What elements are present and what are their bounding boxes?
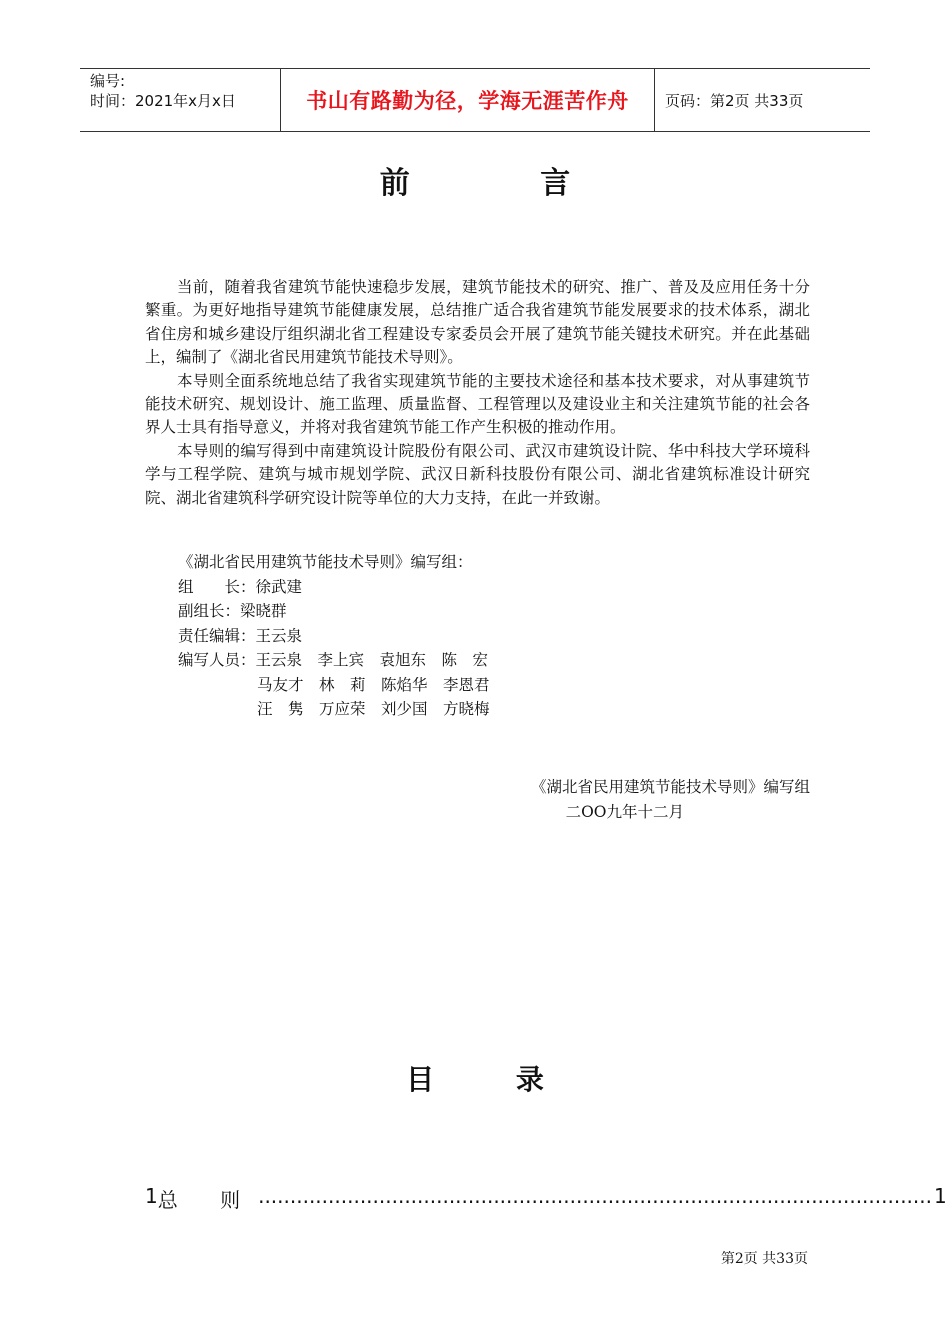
toc-entry-page: 1 xyxy=(933,1184,947,1208)
deputy-name: 梁晓群 xyxy=(240,602,287,620)
paragraph: 本导则的编写得到中南建筑设计院股份有限公司、武汉市建筑设计院、华中科技大学环境科学与工程学院、建筑与城市规划学院、武汉日新科技股份有限公司、湖北省建筑标准设计研究院、湖北省建筑科学研究设计院等单位的大力支持，在此一并致谢。 xyxy=(145,441,810,507)
preface-title: 前 言 xyxy=(379,166,631,201)
writer-name: 李上宾 xyxy=(317,651,365,669)
paragraph: 当前，随着我省建筑节能快速稳步发展，建筑节能技术的研究、推广、普及及应用任务十分繁重。为更好地指导建筑节能健康发展，总结推广适合我省建筑节能发展要求的技术体系，湖北省住房和城乡建设厅组织湖北省工程建设专家委员会开展了建筑节能关键技术研究。并在此基础上，编制了《湖北省民用建筑节能技术导则》。 xyxy=(145,278,810,367)
header-table xyxy=(80,68,870,132)
team-deputy-row xyxy=(178,599,505,624)
team-editor-row xyxy=(178,624,505,649)
footer-page-info: 第2页 共33页 xyxy=(720,1251,808,1267)
time-label: 时间：2021年x月x日 xyxy=(90,92,236,110)
writing-team xyxy=(178,550,505,722)
signature-date: 二OO九年十二月 xyxy=(565,802,684,821)
toc-title: 目 录 xyxy=(406,1063,580,1096)
editor-label: 责任编辑： xyxy=(178,626,256,645)
signature-block xyxy=(0,775,810,824)
number-label: 编号: xyxy=(90,72,126,90)
toc-entry[interactable] xyxy=(145,1184,947,1213)
preface-body xyxy=(145,276,810,510)
toc-entry-title: 总 则 xyxy=(157,1188,259,1212)
motto: 书山有路勤为径，学海无涯苦作舟 xyxy=(281,69,655,131)
paragraph: 本导则全面系统地总结了我省实现建筑节能的主要技术途径和基本技术要求，对从事建筑节能技术研究、规划设计、施工监理、质量监督、工程管理以及建设业主和关注建筑节能的社会各界人士具有指导意义，并将对我省建筑节能工作产生积极的推动作用。 xyxy=(145,371,810,437)
header-page-info: 页码：第2页 共33页 xyxy=(665,91,804,110)
deputy-label: 副组长： xyxy=(178,602,241,620)
signature-group: 《湖北省民用建筑节能技术导则》编写组 xyxy=(530,778,810,796)
team-writers-row xyxy=(178,697,505,722)
writer-name: 刘少国 xyxy=(381,700,428,718)
writer-name: 陈焰华 xyxy=(381,675,428,694)
header-left-cell xyxy=(80,69,281,131)
toc-entry-leader: .......................................................................................................... xyxy=(258,1184,932,1208)
leader-name: 徐武建 xyxy=(255,577,303,596)
writer-name: 陈 宏 xyxy=(441,651,489,669)
writer-name: 袁旭东 xyxy=(379,651,427,669)
editor-name: 王云泉 xyxy=(255,626,303,645)
writer-name: 王云泉 xyxy=(255,651,303,669)
toc-entry-number: 1 xyxy=(145,1184,158,1208)
writers-label: 编写人员： xyxy=(178,651,256,669)
writer-name: 万应荣 xyxy=(319,700,366,718)
writer-name: 马友才 xyxy=(257,675,304,694)
writer-name: 李恩君 xyxy=(443,675,490,694)
writer-name: 汪 隽 xyxy=(257,700,304,718)
team-writers-row xyxy=(178,673,505,698)
writer-name: 林 莉 xyxy=(319,675,366,694)
writer-name: 方晓梅 xyxy=(443,700,490,718)
team-writers-row xyxy=(178,648,505,673)
team-leader-row xyxy=(178,575,505,600)
team-heading: 《湖北省民用建筑节能技术导则》编写组： xyxy=(178,553,473,571)
leader-label: 组 长： xyxy=(178,577,256,596)
